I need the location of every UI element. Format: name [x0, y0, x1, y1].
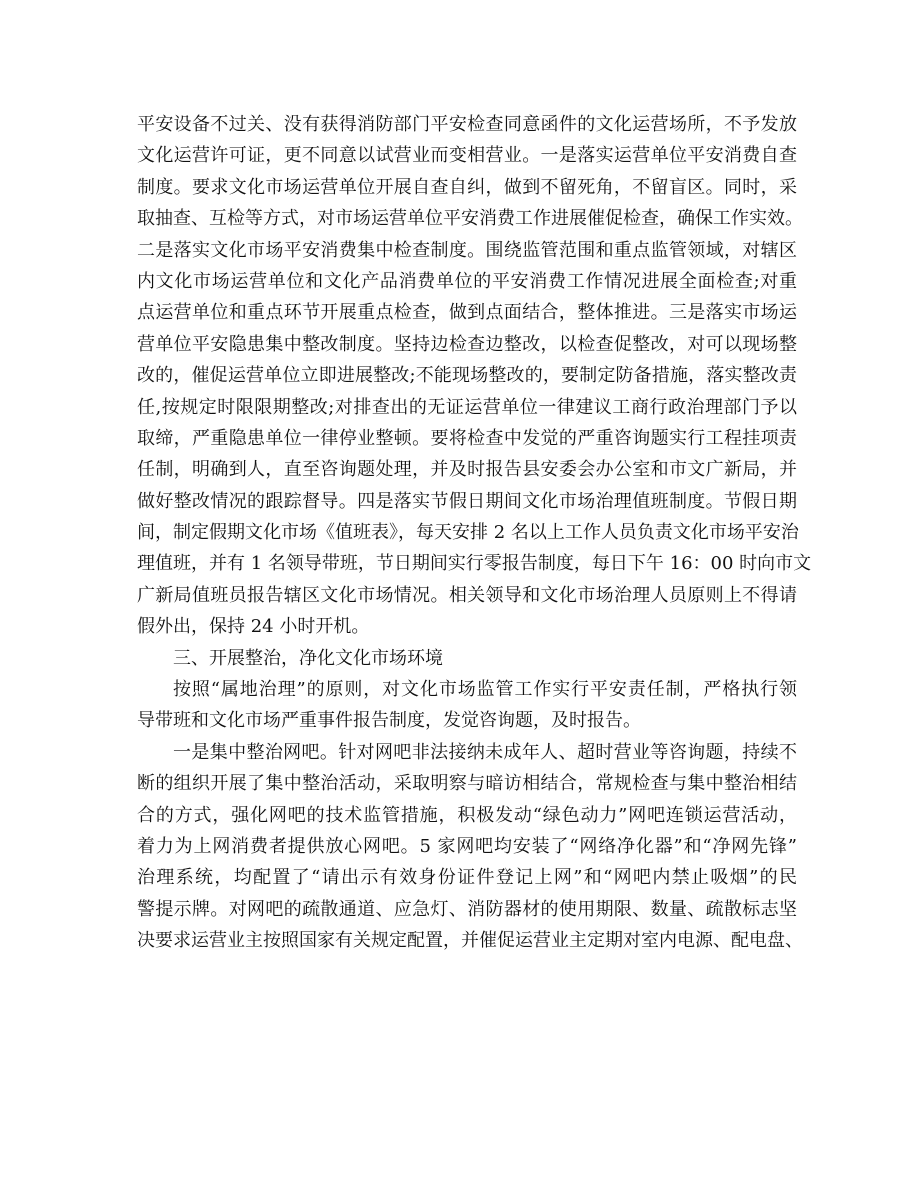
text-line: 三、开展整治，净化文化市场环境	[173, 647, 443, 669]
text-line: 治理系统，均配置了“请出示有效身份证件登记上网”和“网吧内禁止吸烟”的民	[137, 867, 797, 889]
text-line: 平安设备不过关、没有获得消防部门平安检查同意函件的文化运营场所，不予发放	[137, 114, 797, 135]
text-line: 按照“属地治理”的原则，对文化市场监管工作实行平安责任制，严格执行领	[173, 679, 797, 701]
text-line: 一是集中整治网吧。针对网吧非法接纳未成年人、超时营业等咨询题，持续不	[173, 741, 797, 763]
paragraph	[137, 737, 803, 957]
text-line: 合的方式，强化网吧的技术监管措施，积极发动“绿色动力”网吧连锁运营活动，	[137, 804, 797, 826]
text-line: 改的，催促运营单位立即进展整改;不能现场整改的，要制定防备措施，落实整改责	[137, 365, 797, 387]
text-line: 任,按规定时限限期整改;对排查出的无证运营单位一律建议工商行政治理部门予以	[137, 396, 797, 418]
paragraph	[137, 109, 812, 643]
text-line: 点运营单位和重点环节开展重点检查，做到点面结合，整体推进。三是落实市场运	[137, 302, 797, 324]
text-line: 内文化市场运营单位和文化产品消费单位的平安消费工作情况进展全面检查;对重	[137, 270, 797, 292]
text-line: 理值班，并有 1 名领导带班，节日期间实行零报告制度，每日下午 16：00 时向市文	[137, 553, 812, 575]
text-line: 断的组织开展了集中整治活动，采取明察与暗访相结合，常规检查与集中整治相结	[137, 773, 797, 795]
text-line: 任制，明确到人，直至咨询题处理，并及时报告县安委会办公室和市文广新局，并	[137, 459, 797, 481]
paragraph	[137, 674, 797, 737]
text-line: 制度。要求文化市场运营单位开展自查自纠，做到不留死角，不留盲区。同时，采	[137, 176, 797, 198]
text-line: 广新局值班员报告辖区文化市场情况。相关领导和文化市场治理人员原则上不得请	[137, 584, 797, 606]
text-line: 营单位平安隐患集中整改制度。坚持边检查边整改，以检查促整改，对可以现场整	[137, 333, 797, 355]
text-line: 决要求运营业主按照国家有关规定配置，并催促运营业主定期对室内电源、配电盘、	[137, 930, 803, 952]
text-line: 取缔，严重隐患单位一律停业整顿。要将检查中发觉的严重咨询题实行工程挂项责	[137, 427, 797, 449]
text-line: 二是落实文化市场平安消费集中检查制度。围绕监管范围和重点监管领域，对辖区	[137, 239, 797, 261]
text-line: 取抽查、互检等方式，对市场运营单位平安消费工作进展催促检查，确保工作实效。	[137, 208, 803, 230]
section-heading	[137, 643, 797, 674]
text-line: 导带班和文化市场严重事件报告制度，发觉咨询题，及时报告。	[137, 710, 641, 732]
text-line: 做好整改情况的跟踪督导。四是落实节假日期间文化市场治理值班制度。节假日期	[137, 490, 797, 512]
text-line: 间，制定假期文化市场《值班表》，每天安排 2 名以上工作人员负责文化市场平安治	[137, 522, 799, 544]
document-body	[137, 109, 812, 957]
text-line: 假外出，保持 24 小时开机。	[137, 616, 370, 638]
text-line: 着力为上网消费者提供放心网吧。5 家网吧均安装了“网络净化器”和“净网先锋”	[137, 835, 797, 857]
text-line: 警提示牌。对网吧的疏散通道、应急灯、消防器材的使用期限、数量、疏散标志坚	[137, 898, 797, 920]
text-line: 文化运营许可证，更不同意以试营业而变相营业。一是落实运营单位平安消费自查	[137, 145, 797, 167]
